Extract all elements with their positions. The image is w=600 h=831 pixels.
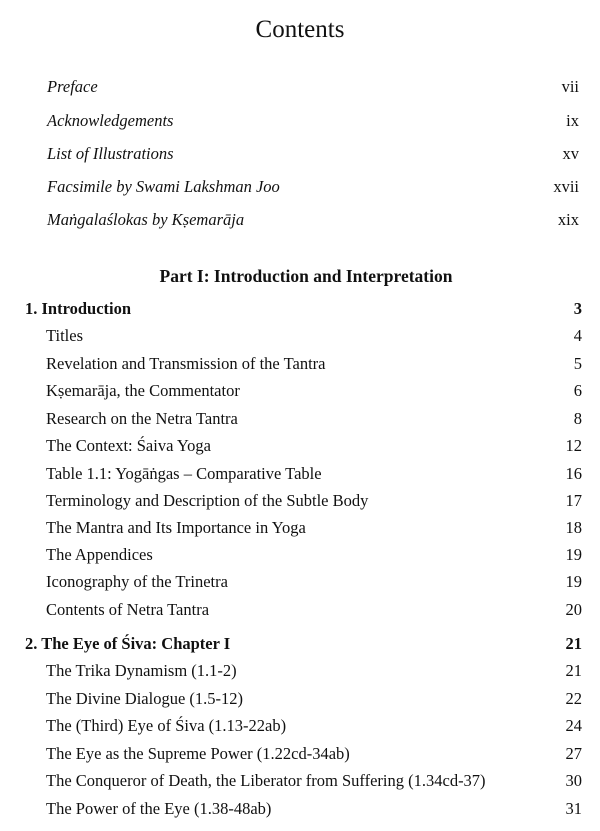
toc-entry: [47, 176, 579, 198]
toc-entry: [47, 76, 579, 98]
section-label: Table 1.1: Yogāṅgas – Comparative Table: [46, 464, 322, 483]
section-label: The Divine Dialogue (1.5-12): [46, 689, 244, 708]
section-entry: [46, 435, 582, 457]
section-page: 27: [565, 744, 582, 763]
section-entry: [46, 408, 582, 430]
section-page: 16: [565, 464, 582, 483]
section-label: Titles: [46, 326, 83, 345]
section-label: Iconography of the Trinetra: [46, 572, 228, 591]
section-label: The Trika Dynamism (1.1-2): [46, 661, 237, 680]
chapter-entry: [25, 633, 582, 655]
chapter-page: 21: [565, 634, 582, 653]
section-entry: [46, 380, 582, 402]
section-label: The Mantra and Its Importance in Yoga: [46, 518, 306, 537]
section-label: The Appendices: [46, 545, 153, 564]
section-page: 22: [565, 689, 582, 708]
section-entry: [46, 463, 582, 485]
section-page: 31: [565, 799, 582, 818]
section-entry: [46, 544, 582, 566]
section-entry: [46, 599, 582, 621]
section-label: The (Third) Eye of Śiva (1.13-22ab): [46, 716, 287, 735]
section-entry: [46, 770, 582, 792]
section-page: 6: [573, 381, 582, 400]
chapter-label: 2. The Eye of Śiva: Chapter I: [25, 634, 231, 653]
section-entry: [46, 660, 582, 682]
toc-entry: [47, 209, 579, 231]
toc-entry: [47, 143, 579, 165]
section-page: 24: [565, 716, 582, 735]
section-page: 18: [565, 518, 582, 537]
section-label: Research on the Netra Tantra: [46, 409, 238, 428]
chapter-page: 3: [573, 299, 582, 318]
toc-entry-label: List of Illustrations: [47, 144, 174, 163]
section-label: The Eye as the Supreme Power (1.22cd-34ab): [46, 744, 350, 763]
toc-entry-label: Maṅgalaślokas by Kṣemarāja: [47, 210, 245, 229]
toc-entry-page: ix: [566, 111, 579, 130]
section-label: Terminology and Description of the Subtle Body: [46, 491, 369, 510]
toc-entry-page: vii: [561, 77, 579, 96]
toc-entry-page: xix: [557, 210, 579, 229]
section-page: 5: [573, 354, 582, 373]
section-entry: [46, 325, 582, 347]
toc-entry-label: Facsimile by Swami Lakshman Joo: [47, 177, 280, 196]
section-entry: [46, 353, 582, 375]
section-page: 12: [565, 436, 582, 455]
toc-entry-label: Preface: [47, 77, 98, 96]
section-label: The Conqueror of Death, the Liberator from Suffering (1.34cd-37): [46, 771, 486, 790]
section-page: 19: [565, 545, 582, 564]
section-entry: [46, 490, 582, 512]
section-entry: [46, 571, 582, 593]
section-entry: [46, 715, 582, 737]
section-page: 4: [573, 326, 582, 345]
section-page: 19: [565, 572, 582, 591]
section-page: 21: [565, 661, 582, 680]
toc-entry-page: xv: [562, 144, 579, 163]
toc-entry: [47, 110, 579, 132]
section-page: 17: [565, 491, 582, 510]
section-label: The Power of the Eye (1.38-48ab): [46, 799, 272, 818]
section-entry: [46, 517, 582, 539]
chapter-entry: [25, 298, 582, 320]
section-page: 30: [565, 771, 582, 790]
chapter-label: 1. Introduction: [25, 299, 132, 318]
section-label: Kṣemarāja, the Commentator: [46, 381, 240, 400]
section-label: Revelation and Transmission of the Tantra: [46, 354, 326, 373]
part-heading: Part I: Introduction and Interpretation: [159, 266, 453, 286]
section-entry: [46, 688, 582, 710]
section-entry: [46, 743, 582, 765]
section-entry: [46, 798, 582, 820]
toc-entry-label: Acknowledgements: [47, 111, 174, 130]
section-label: The Context: Śaiva Yoga: [46, 436, 211, 455]
section-page: 20: [565, 600, 582, 619]
page-title: Contents: [255, 16, 345, 43]
toc-entry-page: xvii: [553, 177, 579, 196]
section-label: Contents of Netra Tantra: [46, 600, 210, 619]
section-page: 8: [573, 409, 582, 428]
